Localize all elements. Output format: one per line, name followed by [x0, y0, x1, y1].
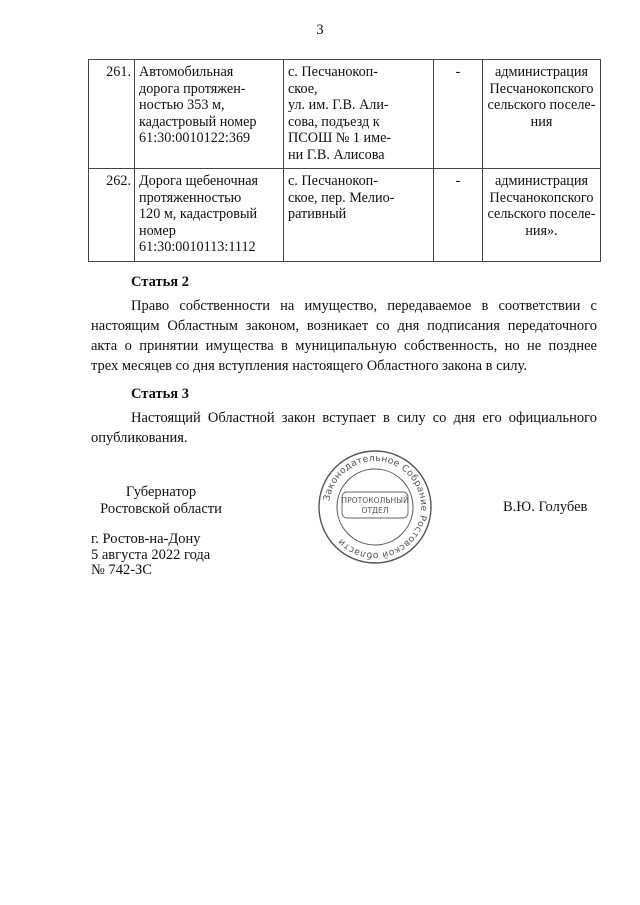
- cell-line: сельского поселе-: [487, 97, 596, 113]
- property-name-cell: [135, 60, 284, 169]
- page-number: 3: [316, 22, 324, 38]
- cell-line: сова, подъезд к: [288, 113, 380, 130]
- cell-line: Автомобильная: [139, 64, 234, 80]
- dash-cell: -: [434, 60, 483, 169]
- cell-line: ностью 353 м,: [139, 97, 225, 113]
- cell-line: администрация: [494, 64, 589, 80]
- table-row: [89, 169, 601, 262]
- signatory-name: В.Ю. Голубев: [503, 499, 588, 515]
- cell-line: с. Песчанокоп-: [288, 173, 379, 189]
- recipient-cell: [483, 169, 601, 262]
- cell-line: 61:30:0010113:1112: [139, 239, 256, 255]
- cell-line: ративный: [288, 206, 347, 222]
- property-table: [88, 59, 601, 262]
- table-row: [89, 60, 601, 169]
- signatory-title-line: Губернатор: [125, 484, 197, 500]
- official-stamp: [316, 448, 434, 566]
- text-line: настоящим Областным законом, возникает со дня подписания передаточного: [91, 318, 597, 334]
- signatory-title: [91, 484, 231, 518]
- cell-line: ния».: [525, 222, 558, 239]
- row-number: 262.: [89, 169, 135, 262]
- cell-line: номер: [139, 222, 176, 239]
- cell-line: Дорога щебеночная: [139, 173, 259, 189]
- text-line: опубликования.: [91, 430, 188, 446]
- law-number: № 742-ЗС: [91, 562, 152, 578]
- text-line: акта о принятии имущества в муниципальную собственность, но не позднее: [91, 338, 597, 354]
- cell-line: ПСОШ № 1 име-: [288, 130, 392, 146]
- dash-cell: -: [434, 169, 483, 262]
- cell-line: сельского поселе-: [487, 206, 596, 222]
- article-2-heading: Статья 2: [131, 274, 189, 290]
- cell-line: Песчанокопского: [489, 80, 594, 97]
- cell-line: ния: [530, 113, 553, 130]
- property-address-cell: [284, 60, 434, 169]
- cell-line: кадастровый номер: [139, 113, 257, 130]
- cell-line: 120 м, кадастровый: [139, 206, 258, 222]
- property-name-cell: [135, 169, 284, 262]
- cell-line: с. Песчанокоп-: [288, 64, 379, 80]
- stamp-center-line: ОТДЕЛ: [361, 506, 389, 515]
- signatory-title-line: Ростовской области: [100, 501, 222, 517]
- cell-line: ское,: [288, 80, 318, 97]
- cell-line: ул. им. Г.В. Али-: [288, 97, 389, 113]
- article-3-heading: Статья 3: [131, 386, 189, 402]
- text-line: трех месяцев со дня вступления настоящего Областного закона в силу.: [91, 358, 527, 374]
- cell-line: дорога протяжен-: [139, 80, 246, 97]
- date: 5 августа 2022 года: [91, 546, 211, 563]
- text-line: Право собственности на имущество, передаваемое в соответствии с: [131, 298, 597, 314]
- property-address-cell: [284, 169, 434, 262]
- cell-line: 61:30:0010122:369: [139, 130, 251, 146]
- article-2-text: [91, 296, 597, 376]
- recipient-cell: [483, 60, 601, 169]
- stamp-ring-text: Законодательное Собрание Ростовской области: [321, 452, 430, 562]
- cell-line: Песчанокопского: [489, 189, 594, 206]
- row-number: 261.: [89, 60, 135, 169]
- place-date-block: [91, 532, 210, 579]
- cell-line: протяженностью: [139, 189, 242, 206]
- city: г. Ростов-на-Дону: [91, 531, 201, 547]
- text-line: Настоящий Областной закон вступает в силу со дня его официального: [131, 410, 597, 426]
- stamp-center-line: ПРОТОКОЛЬНЫЙ: [341, 496, 409, 505]
- cell-line: администрация: [494, 173, 589, 189]
- article-3-text: [91, 408, 597, 448]
- cell-line: ское, пер. Мелио-: [288, 189, 395, 206]
- cell-line: ни Г.В. Алисова: [288, 146, 385, 163]
